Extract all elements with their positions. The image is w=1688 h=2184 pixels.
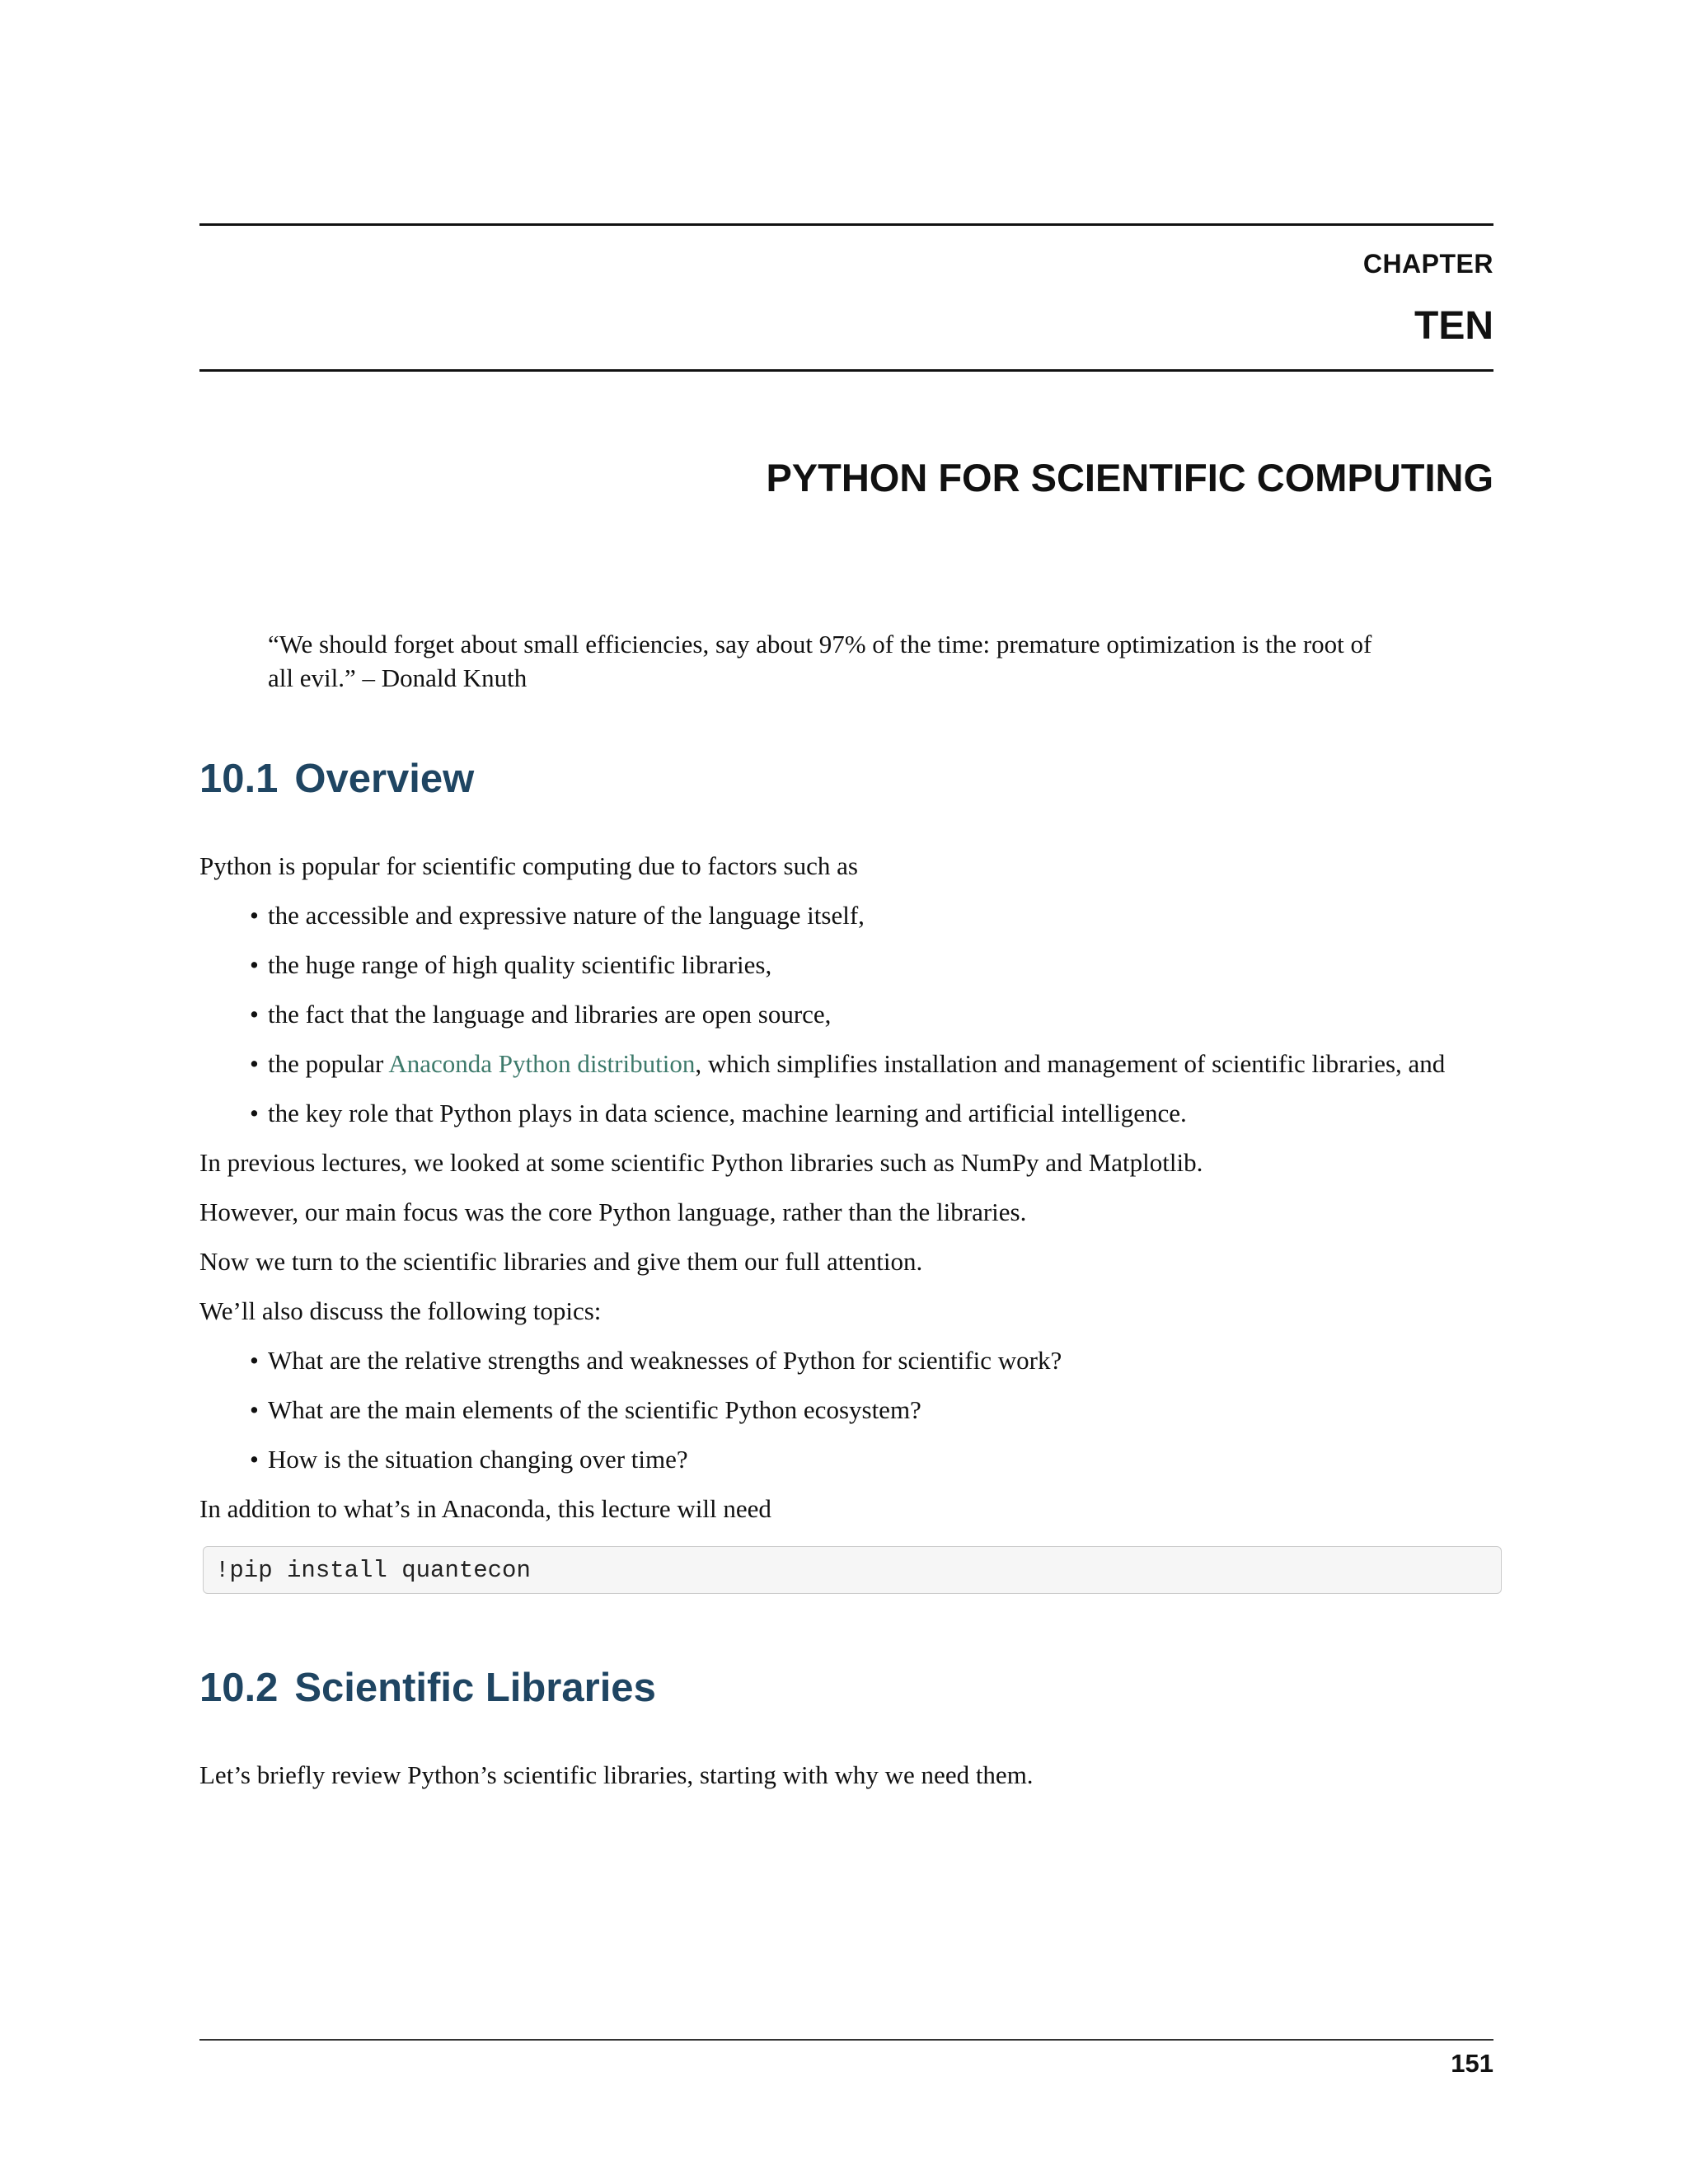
code-block[interactable] — [203, 1546, 1502, 1594]
epigraph-quote — [268, 627, 1438, 695]
chapter-top-rule — [199, 223, 1493, 226]
section-title: Overview — [294, 757, 475, 801]
paragraph: We’ll also discuss the following topics: — [199, 1296, 602, 1325]
bullet-icon: • — [250, 1049, 259, 1078]
install-intro: In addition to what’s in Anaconda, this lecture will need — [199, 1494, 771, 1523]
list-item — [250, 1049, 1446, 1079]
list-item-text: What are the main elements of the scientific Python ecosystem? — [268, 1395, 921, 1424]
paragraph: Now we turn to the scientific libraries and give them our full attention. — [199, 1247, 923, 1276]
anaconda-distribution-link[interactable]: Anaconda Python distribution — [388, 1049, 696, 1078]
chapter-number: TEN — [1414, 304, 1493, 348]
paragraph: However, our main focus was the core Python language, rather than the libraries. — [199, 1197, 1027, 1226]
list-item — [250, 1099, 1187, 1128]
page-number: 151 — [1451, 2049, 1493, 2078]
bullet-icon: • — [250, 1395, 259, 1424]
list-item — [250, 1346, 1062, 1376]
section-heading-scientific-libraries — [199, 1665, 656, 1711]
list-item-text: the fact that the language and libraries are open source, — [268, 1000, 832, 1029]
chapter-bottom-rule — [199, 369, 1493, 372]
list-item-text: the huge range of high quality scientific libraries, — [268, 950, 772, 979]
list-item — [250, 1000, 832, 1029]
overview-intro: Python is popular for scientific computing due to factors such as — [199, 851, 858, 880]
list-item — [250, 1445, 688, 1474]
list-item-text: What are the relative strengths and weaknesses of Python for scientific work? — [268, 1346, 1062, 1375]
list-item-text: the accessible and expressive nature of the language itself, — [268, 901, 865, 930]
list-item — [250, 1395, 921, 1425]
section-number: 10.2 — [199, 1666, 279, 1710]
bullet-icon: • — [250, 1346, 259, 1375]
document-page — [199, 0, 1493, 2184]
section-heading-overview — [199, 756, 474, 802]
bullet-icon: • — [250, 1000, 259, 1029]
list-item-text: How is the situation changing over time? — [268, 1445, 688, 1474]
epigraph-line-2: all evil.” – Donald Knuth — [268, 663, 528, 692]
list-item-suffix: , which simplifies installation and management of scientific libraries, and — [695, 1049, 1446, 1078]
list-item — [250, 901, 865, 930]
code-text: !pip install quantecon — [215, 1557, 531, 1584]
chapter-title: PYTHON FOR SCIENTIFIC COMPUTING — [766, 456, 1493, 499]
section-number: 10.1 — [199, 757, 279, 801]
section-title: Scientific Libraries — [294, 1666, 656, 1710]
list-item — [250, 950, 772, 980]
chapter-label: CHAPTER — [1362, 249, 1493, 279]
paragraph: In previous lectures, we looked at some scientific Python libraries such as NumPy and Matplotlib. — [199, 1148, 1203, 1177]
bullet-icon: • — [250, 1099, 259, 1127]
bullet-icon: • — [250, 950, 259, 979]
bullet-icon: • — [250, 1445, 259, 1474]
epigraph-line-1: “We should forget about small efficiencies, say about 97% of the time: premature optimization is the root of — [268, 630, 1372, 658]
bullet-icon: • — [250, 901, 259, 930]
footer-rule — [199, 2039, 1493, 2041]
list-item-text: the key role that Python plays in data science, machine learning and artificial intelligence. — [268, 1099, 1187, 1127]
libraries-intro: Let’s briefly review Python’s scientific libraries, starting with why we need them. — [199, 1760, 1034, 1789]
list-item-prefix: the popular — [268, 1049, 389, 1078]
